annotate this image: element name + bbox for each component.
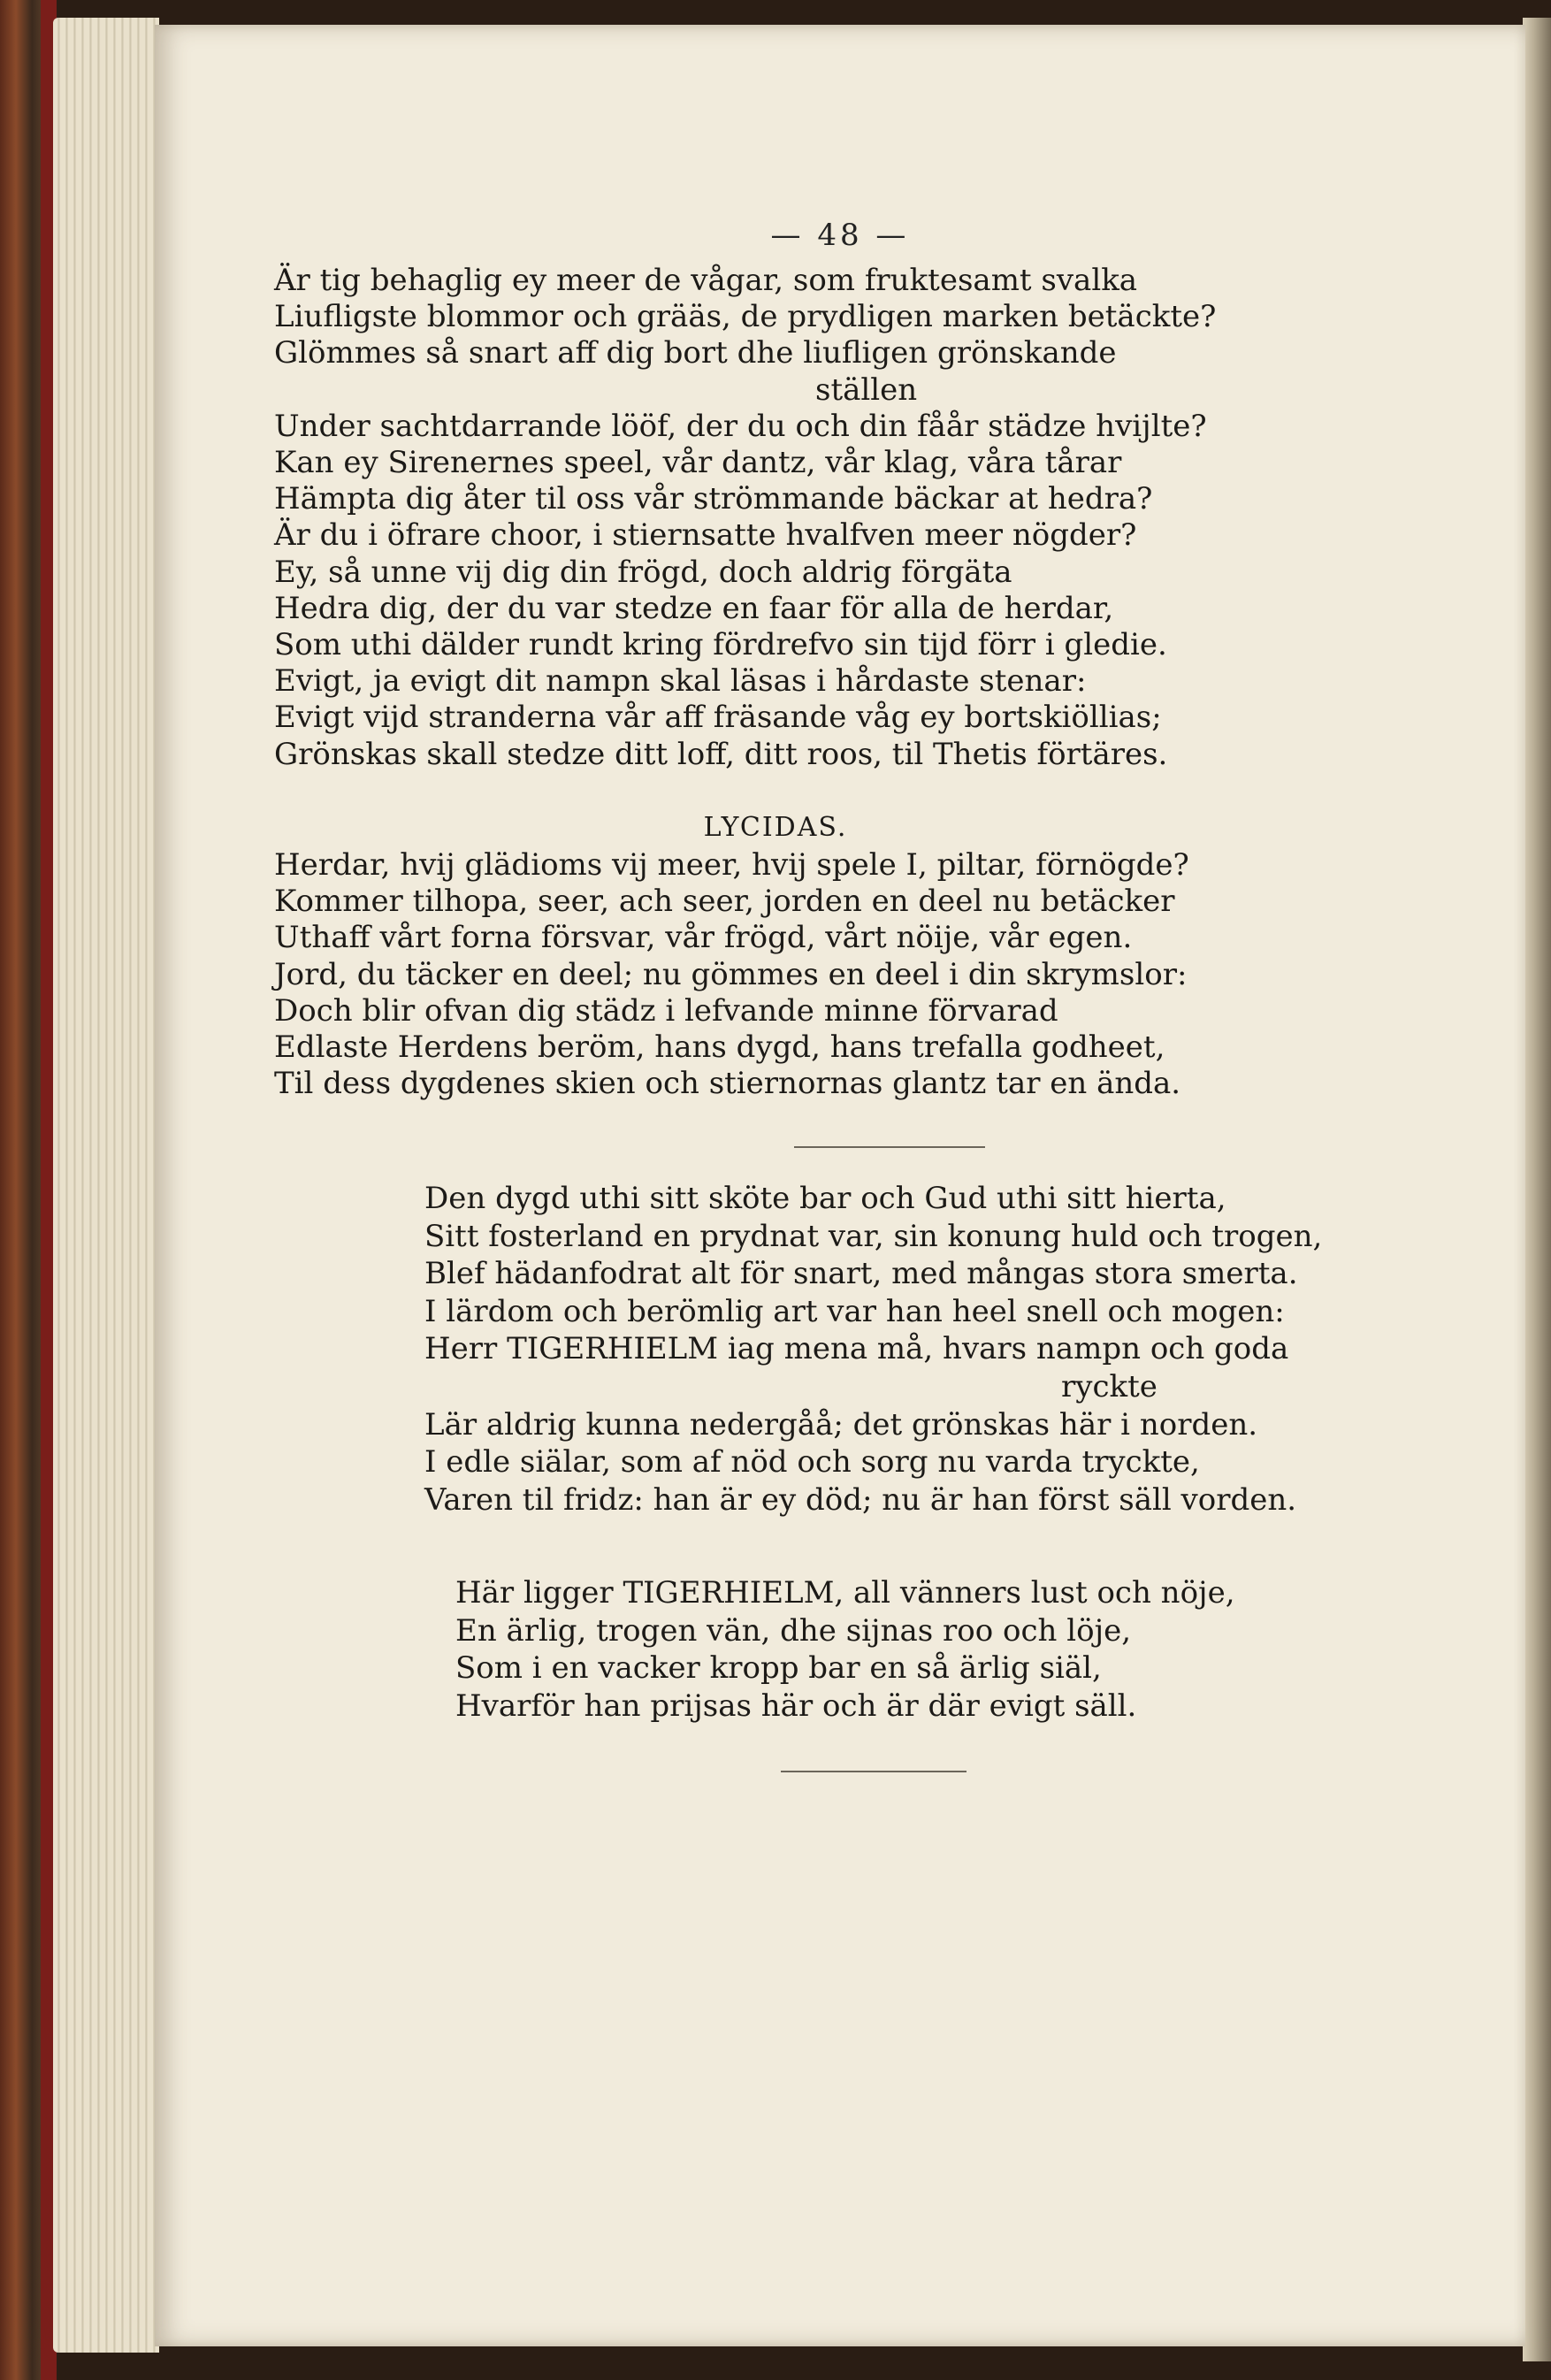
verse-line: Liufligste blommor och grääs, de prydligen marken betäckte? xyxy=(274,299,1217,335)
verse-line: Doch blir ofvan dig städz i lefvande minne förvarad xyxy=(274,992,1058,1029)
verse-line-continuation: ryckte xyxy=(1061,1368,1158,1404)
verse-stanza-2 xyxy=(274,847,1353,1102)
verse-line: Kommer tilhopa, seer, ach seer, jorden en deel nu betäcker xyxy=(274,884,1175,920)
verse-line: Den dygd uthi sitt sköte bar och Gud uthi sitt hierta, xyxy=(424,1181,1226,1216)
verse-line: Som i en vacker kropp bar en så ärlig siäl, xyxy=(455,1650,1102,1686)
verse-line: Blef hädanfodrat alt för snart, med mångas stora smerta. xyxy=(424,1256,1298,1292)
verse-line: Här ligger TIGERHIELM, all vänners lust och nöje, xyxy=(455,1575,1235,1611)
verse-line: Herr TIGERHIELM iag mena må, hvars nampn och goda xyxy=(424,1331,1289,1367)
verse-line: Varen til fridz: han är ey död; nu är han först säll vorden. xyxy=(424,1481,1297,1518)
gravestone-verse xyxy=(455,1574,1534,1725)
verse-line: Herdar, hvij glädioms vij meer, hvij spele I, piltar, förnögde? xyxy=(274,847,1189,883)
verse-stanza-1 xyxy=(274,263,1353,773)
verse-line: Hedra dig, der du var stedze en faar för alla de herdar, xyxy=(274,590,1114,626)
verse-line: En ärlig, trogen vän, dhe sijnas roo och löje, xyxy=(455,1612,1132,1649)
facing-page-edge xyxy=(1523,18,1551,2361)
verse-line: Sitt fosterland en prydnat var, sin konung huld och trogen, xyxy=(424,1218,1323,1254)
verse-line: Ey, så unne vij dig din frögd, doch aldrig förgäta xyxy=(274,554,1012,590)
verse-line: Hvarför han prijsas här och är där evigt säll. xyxy=(455,1687,1137,1724)
verse-line: Uthaff vårt forna försvar, vår frögd, vårt nöije, vår egen. xyxy=(274,920,1133,956)
verse-line: Lär aldrig kunna nedergåå; det grönskas här i norden. xyxy=(424,1406,1258,1443)
verse-line-continuation: ställen xyxy=(815,371,918,408)
verse-line: Kan ey Sirenernes speel, vår dantz, vår klag, våra tårar xyxy=(274,445,1122,481)
verse-line: Är tig behaglig ey meer de vågar, som fruktesamt svalka xyxy=(274,263,1138,298)
verse-line: Edlaste Herdens beröm, hans dygd, hans trefalla godheet, xyxy=(274,1029,1165,1066)
verse-line: Grönskas skall stedze ditt loff, ditt roos, til Thetis förtäres. xyxy=(274,736,1168,772)
verse-line: Til dess dygdenes skien och stiernornas glantz tar en ända. xyxy=(274,1066,1181,1102)
verse-line: I lärdom och berömlig art var han heel snell och mogen: xyxy=(424,1293,1285,1329)
verse-line: Är du i öfrare choor, i stiernsatte hvalfven meer nögder? xyxy=(274,517,1137,554)
verse-line: Glömmes så snart aff dig bort dhe liufligen grönskande xyxy=(274,335,1117,371)
section-divider xyxy=(794,1146,985,1148)
verse-line: Under sachtdarrande lööf, der du och din fåår städze hvijlte? xyxy=(274,408,1207,444)
speaker-heading: LYCIDAS. xyxy=(703,812,848,843)
epitaph-poem xyxy=(424,1180,1503,1519)
page-number: — 48 — xyxy=(770,218,910,253)
verse-line: Jord, du täcker en deel; nu gömmes en deel i din skrymslor: xyxy=(274,956,1188,992)
verse-line: I edle siälar, som af nöd och sorg nu varda tryckte, xyxy=(424,1444,1200,1481)
verse-line: Som uthi dälder rundt kring fördrefvo sin tijd förr i gledie. xyxy=(274,627,1167,663)
verse-line: Evigt vijd stranderna vår aff fräsande våg ey bortskiöllias; xyxy=(274,700,1162,736)
page-stack-edges xyxy=(53,18,159,2353)
verse-line: Hämpta dig åter til oss vår strömmande bäckar at hedra? xyxy=(274,481,1153,517)
verse-line: Evigt, ja evigt dit nampn skal läsas i hårdaste stenar: xyxy=(274,663,1087,700)
section-divider xyxy=(781,1771,967,1772)
